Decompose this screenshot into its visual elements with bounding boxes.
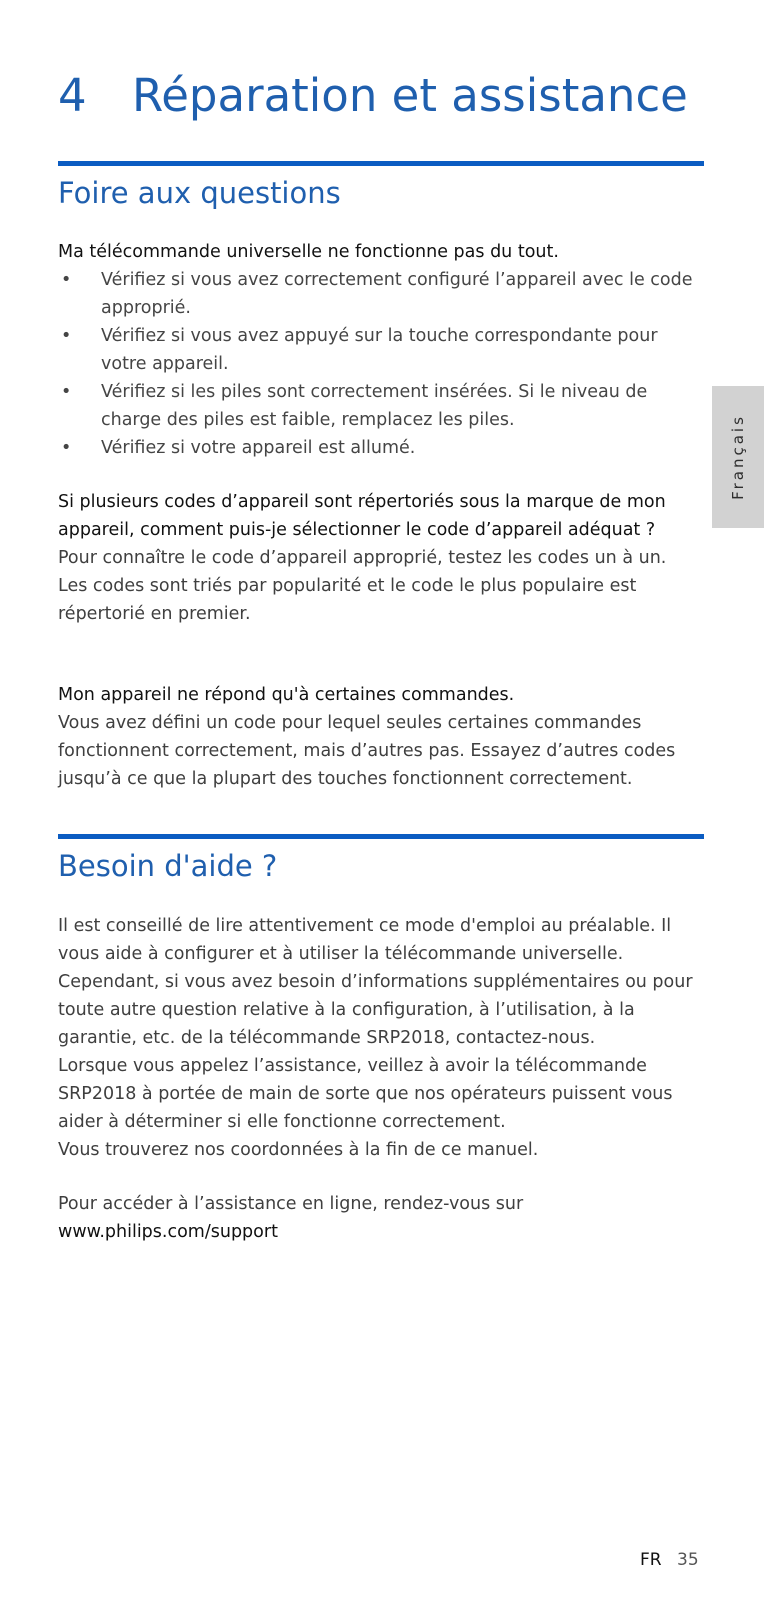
bullet-dot: • xyxy=(61,326,72,346)
faq-question: Si plusieurs codes d’appareil sont répertoriés sous la marque de mon appareil, comment puis-je sélectionner le code d’appareil adéquat ? xyxy=(58,492,666,540)
help-paragraph: Il est conseillé de lire attentivement ce mode d'emploi au préalable. Il vous aide à configurer et à utiliser la télécommande universelle. xyxy=(58,916,672,964)
faq-item-2 xyxy=(58,488,694,628)
faq-bullet-list xyxy=(58,266,694,462)
online-support-intro: Pour accéder à l’assistance en ligne, rendez-vous sur xyxy=(58,1194,524,1214)
faq-answer: Vous avez défini un code pour lequel seules certaines commandes fonctionnent correctement, mais d’autres pas. Essayez d’autres codes jusqu’à ce que la plupart des touches fonctionnent correctement. xyxy=(58,713,676,789)
help-body xyxy=(58,912,694,1164)
support-url-link[interactable]: www.philips.com/support xyxy=(58,1222,278,1242)
page-number: 35 xyxy=(677,1550,699,1570)
faq-question: Mon appareil ne répond qu'à certaines commandes. xyxy=(58,685,515,705)
faq-bullet: • Vérifiez si vous avez correctement configuré l’appareil avec le code approprié. xyxy=(58,266,694,322)
bullet-dot: • xyxy=(61,438,72,458)
bullet-dot: • xyxy=(61,382,72,402)
footer-language-code: FR xyxy=(640,1550,662,1570)
language-side-tab-label: Français xyxy=(729,414,747,500)
faq-item-1 xyxy=(58,238,694,462)
help-section-title: Besoin d'aide ? xyxy=(58,849,278,883)
faq-bullet: • Vérifiez si vous avez appuyé sur la touche correspondante pour votre appareil. xyxy=(58,322,694,378)
faq-answer: Pour connaître le code d’appareil approprié, testez les codes un à un. Les codes sont triés par popularité et le code le plus populaire est répertorié en premier. xyxy=(58,548,667,624)
chapter-number: 4 xyxy=(58,69,87,122)
help-paragraph: Lorsque vous appelez l’assistance, veillez à avoir la télécommande SRP2018 à portée de main de sorte que nos opérateurs puissent vous aider à déterminer si elle fonctionne correctement. xyxy=(58,1056,673,1132)
faq-item-3 xyxy=(58,681,694,793)
chapter-title-text: Réparation et assistance xyxy=(132,69,688,122)
page-footer xyxy=(640,1548,699,1572)
faq-question: Ma télécommande universelle ne fonctionne pas du tout. xyxy=(58,242,559,262)
faq-bullet: • Vérifiez si les piles sont correctement insérées. Si le niveau de charge des piles est faible, remplacez les piles. xyxy=(58,378,694,434)
help-paragraph: Vous trouverez nos coordonnées à la fin de ce manuel. xyxy=(58,1140,539,1160)
chapter-title xyxy=(58,64,688,128)
language-side-tab xyxy=(712,386,764,528)
faq-bullet: • Vérifiez si votre appareil est allumé. xyxy=(58,434,694,462)
faq-section-title: Foire aux questions xyxy=(58,176,341,210)
online-support xyxy=(58,1190,694,1246)
bullet-dot: • xyxy=(61,270,72,290)
help-paragraph: Cependant, si vous avez besoin d’informations supplémentaires ou pour toute autre question relative à la configuration, à l’utilisation, à la garantie, etc. de la télécommande SRP2018, contactez-nous. xyxy=(58,972,693,1048)
section-divider-help xyxy=(58,834,704,839)
section-divider-faq xyxy=(58,161,704,166)
